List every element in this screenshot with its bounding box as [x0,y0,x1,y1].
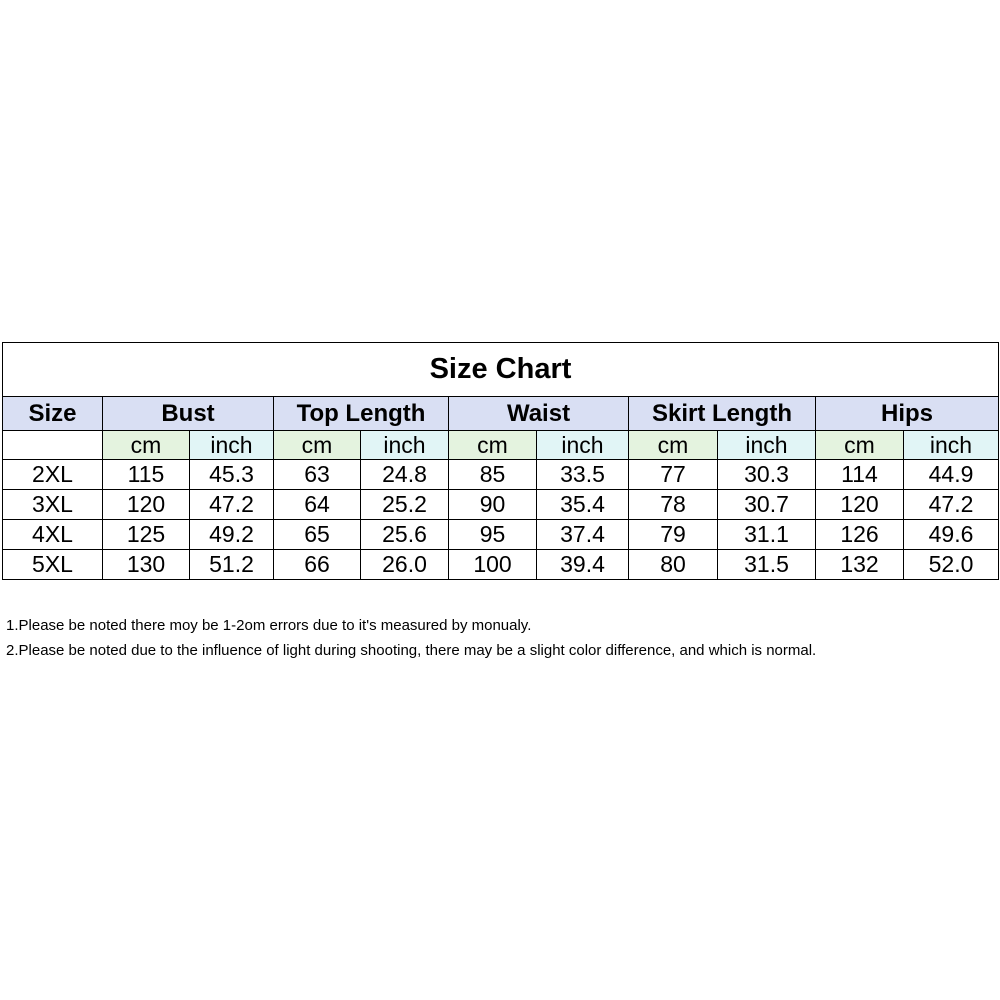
unit-cm-cell: cm [449,431,537,460]
top-length-inch-cell: 25.6 [361,520,449,550]
unit-cm-cell: cm [629,431,718,460]
skirt-length-inch-cell: 31.5 [718,550,816,580]
skirt-length-cm-cell: 80 [629,550,718,580]
chart-title: Size Chart [3,343,999,397]
top-length-inch-cell: 26.0 [361,550,449,580]
table-row [3,520,999,550]
hips-inch-cell: 47.2 [904,490,999,520]
top-length-cm-cell: 65 [274,520,361,550]
bust-inch-cell: 51.2 [190,550,274,580]
waist-cm-cell: 95 [449,520,537,550]
size-cell: 3XL [3,490,103,520]
skirt-length-inch-cell: 30.7 [718,490,816,520]
measurement-header-row [3,397,999,431]
unit-inch-cell: inch [361,431,449,460]
bust-cm-cell: 115 [103,460,190,490]
unit-cm-cell: cm [103,431,190,460]
bust-cm-cell: 120 [103,490,190,520]
waist-inch-cell: 39.4 [537,550,629,580]
top-length-cm-cell: 64 [274,490,361,520]
table-row [3,550,999,580]
hips-cm-cell: 126 [816,520,904,550]
unit-inch-cell: inch [718,431,816,460]
skirt-length-inch-cell: 30.3 [718,460,816,490]
waist-cm-cell: 90 [449,490,537,520]
skirt-length-cm-cell: 78 [629,490,718,520]
hips-inch-cell: 44.9 [904,460,999,490]
note-2: 2.Please be noted due to the influence of light during shooting, there may be a slight color difference, and which is normal. [6,642,817,659]
top-length-cm-cell: 66 [274,550,361,580]
hips-cm-cell: 120 [816,490,904,520]
waist-cm-cell: 100 [449,550,537,580]
top-length-cm-cell: 63 [274,460,361,490]
bust-inch-cell: 49.2 [190,520,274,550]
unit-cm-cell: cm [816,431,904,460]
unit-cm-cell: cm [274,431,361,460]
waist-inch-cell: 33.5 [537,460,629,490]
table-row [3,490,999,520]
notes-section [6,613,996,663]
skirt-length-inch-cell: 31.1 [718,520,816,550]
waist-header: Waist [449,397,629,431]
hips-header: Hips [816,397,999,431]
blank-unit-cell [3,431,103,460]
hips-cm-cell: 132 [816,550,904,580]
bust-cm-cell: 125 [103,520,190,550]
skirt-length-cm-cell: 77 [629,460,718,490]
note-1: 1.Please be noted there moy be 1-2om errors due to it's measured by monualy. [6,617,532,634]
bust-cm-cell: 130 [103,550,190,580]
bust-inch-cell: 47.2 [190,490,274,520]
hips-inch-cell: 49.6 [904,520,999,550]
bust-inch-cell: 45.3 [190,460,274,490]
top-length-header: Top Length [274,397,449,431]
size-chart-table [2,342,999,580]
hips-inch-cell: 52.0 [904,550,999,580]
waist-cm-cell: 85 [449,460,537,490]
unit-inch-cell: inch [904,431,999,460]
unit-inch-cell: inch [190,431,274,460]
unit-header-row [3,431,999,460]
waist-inch-cell: 35.4 [537,490,629,520]
top-length-inch-cell: 24.8 [361,460,449,490]
waist-inch-cell: 37.4 [537,520,629,550]
size-cell: 4XL [3,520,103,550]
skirt-length-cm-cell: 79 [629,520,718,550]
table-row [3,460,999,490]
bust-header: Bust [103,397,274,431]
size-cell: 5XL [3,550,103,580]
size-column-header: Size [3,397,103,431]
skirt-length-header: Skirt Length [629,397,816,431]
top-length-inch-cell: 25.2 [361,490,449,520]
hips-cm-cell: 114 [816,460,904,490]
unit-inch-cell: inch [537,431,629,460]
size-cell: 2XL [3,460,103,490]
